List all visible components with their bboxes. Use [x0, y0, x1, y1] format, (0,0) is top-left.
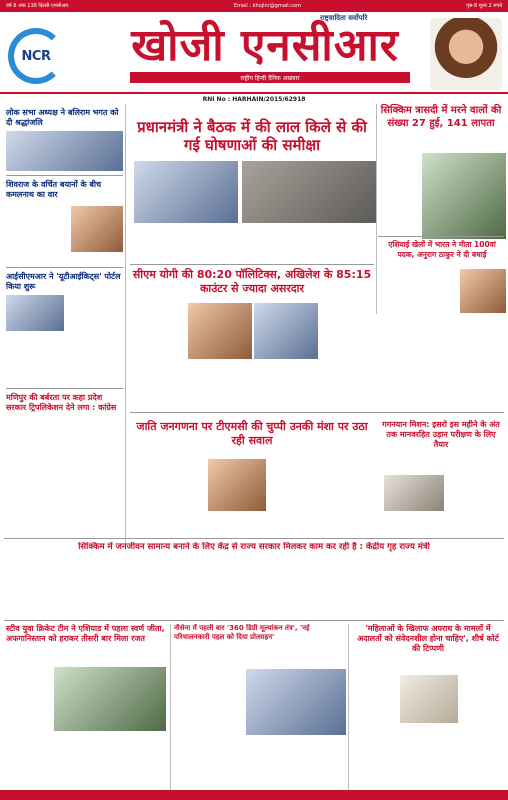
- cm-headline: सीएम योगी की 80:20 पॉलिटिक्स, अखिलेश के 85:15 काउंटर से ज्यादा असरदार: [132, 268, 372, 295]
- left-column: [4, 104, 126, 544]
- gaganyaan-headline: गगनयान मिशन: इसरो इस महीने के अंत तक मानवरहित उड़ान परीक्षण के लिए तैयार: [382, 420, 500, 449]
- ncr-logo: [8, 28, 64, 84]
- subline: राष्ट्रीय हिन्दी दैनिक अखबार: [130, 72, 410, 83]
- lead-photo-1: [134, 161, 238, 223]
- gaganyaan-photo: [384, 475, 444, 511]
- cm-photo-2: [254, 303, 318, 359]
- divider: [4, 620, 504, 621]
- navy-headline: नौसेना में पहली बार '360 डिग्री मूल्यांकन तंत्र', 'नई परिचालनकारी पहल को दिया प्रोत्साहन': [174, 624, 310, 641]
- issue-info: वर्ष 8 अंक 138 दिल्ली-एनसीआर: [6, 3, 69, 9]
- left-photo-2: [71, 206, 123, 252]
- price-info: पृष्ठ-8 मूल्य 2 रुपये: [466, 3, 502, 9]
- left-photo-3: [6, 295, 64, 331]
- left-headline-2: शिवराज के वर्चित बयानों के बीच कमलनाथ का वार: [6, 180, 102, 199]
- cm-photo-1: [188, 303, 252, 359]
- masthead: [0, 12, 508, 94]
- footer-bar: [0, 790, 508, 800]
- caste-headline: जाति जनगणना पर टीएमसी की चुप्पी उनकी मंशा पर उठा रही सवाल: [136, 420, 368, 447]
- logo-text: NCR: [21, 48, 51, 64]
- cricket-headline: स्टीव युवा क्रिकेट टीम ने एशियाड में पहला स्वर्ण जीता, अफगानिस्तान को हराकर तीसरी बार मिला रजत: [6, 624, 165, 643]
- sikkim-photo: [422, 153, 506, 239]
- masthead-portrait-image: [430, 18, 502, 90]
- column-divider: [348, 624, 349, 790]
- sikkim-bar-headline: सिक्किम में जनजीवन सामान्य बनाने के लिए केंद्र से राज्य सरकार मिलकर काम कर रही है : केंद्रीय गृह राज्य मंत्री: [78, 542, 430, 552]
- court-photo: [400, 675, 458, 723]
- newspaper-title: खोजी एनसीआर: [131, 20, 399, 71]
- lead-photo-2: [242, 161, 376, 223]
- column-divider: [376, 104, 377, 314]
- left-headline-1: लोक सभा अध्यक्ष ने बलिराम भगत को दी श्रद्धांजलि: [6, 108, 119, 127]
- left-headline-4: मणिपुर की बर्बरता पर कहा प्रदेश सरकार ट्रिपलिकेशन देने लगा : कांग्रेस: [6, 393, 117, 412]
- left-headline-3: आईसीएमआर ने 'यूटीआईकिट्स' पोर्टल किया शुरू: [6, 272, 121, 291]
- divider: [4, 538, 504, 539]
- rni-number: RNI No : HARHAIN/2015/62918: [202, 96, 306, 103]
- divider: [130, 264, 374, 265]
- divider: [6, 175, 123, 176]
- navy-photo: [246, 669, 346, 735]
- court-headline: 'महिलाओं के खिलाफ अपराध के मामलों में अदालतों को संवेदनशील होना चाहिए', शीर्ष कोर्ट की टिप्पणी: [357, 624, 499, 653]
- email-info: Email : khojinr@gmail.com: [233, 3, 301, 9]
- sikkim-headline: सिक्किम त्रासदी में मरने वालों की संख्या 27 हुई, 141 लापता: [380, 105, 502, 129]
- asian-games-photo: [460, 269, 506, 313]
- lead-headline: प्रधानमंत्री ने बैठक में की लाल किले से की गई घोषणाओं की समीक्षा: [137, 118, 367, 154]
- divider: [378, 236, 504, 237]
- left-story-3-body: [4, 334, 125, 384]
- asian-games-headline: एशियाई खेलों में भारत ने मीता 100वां पदक, अनुराग ठाकुर ने दी बधाई: [388, 240, 496, 259]
- column-divider: [170, 624, 171, 790]
- caste-photo: [208, 459, 266, 511]
- divider: [6, 267, 123, 268]
- left-photo-1: [6, 131, 123, 171]
- tagline: राष्ट्रवादिता सर्वोपरि: [320, 14, 368, 22]
- divider: [130, 412, 504, 413]
- top-info-bar: [0, 0, 508, 12]
- divider: [6, 388, 123, 389]
- cricket-photo: [54, 667, 166, 731]
